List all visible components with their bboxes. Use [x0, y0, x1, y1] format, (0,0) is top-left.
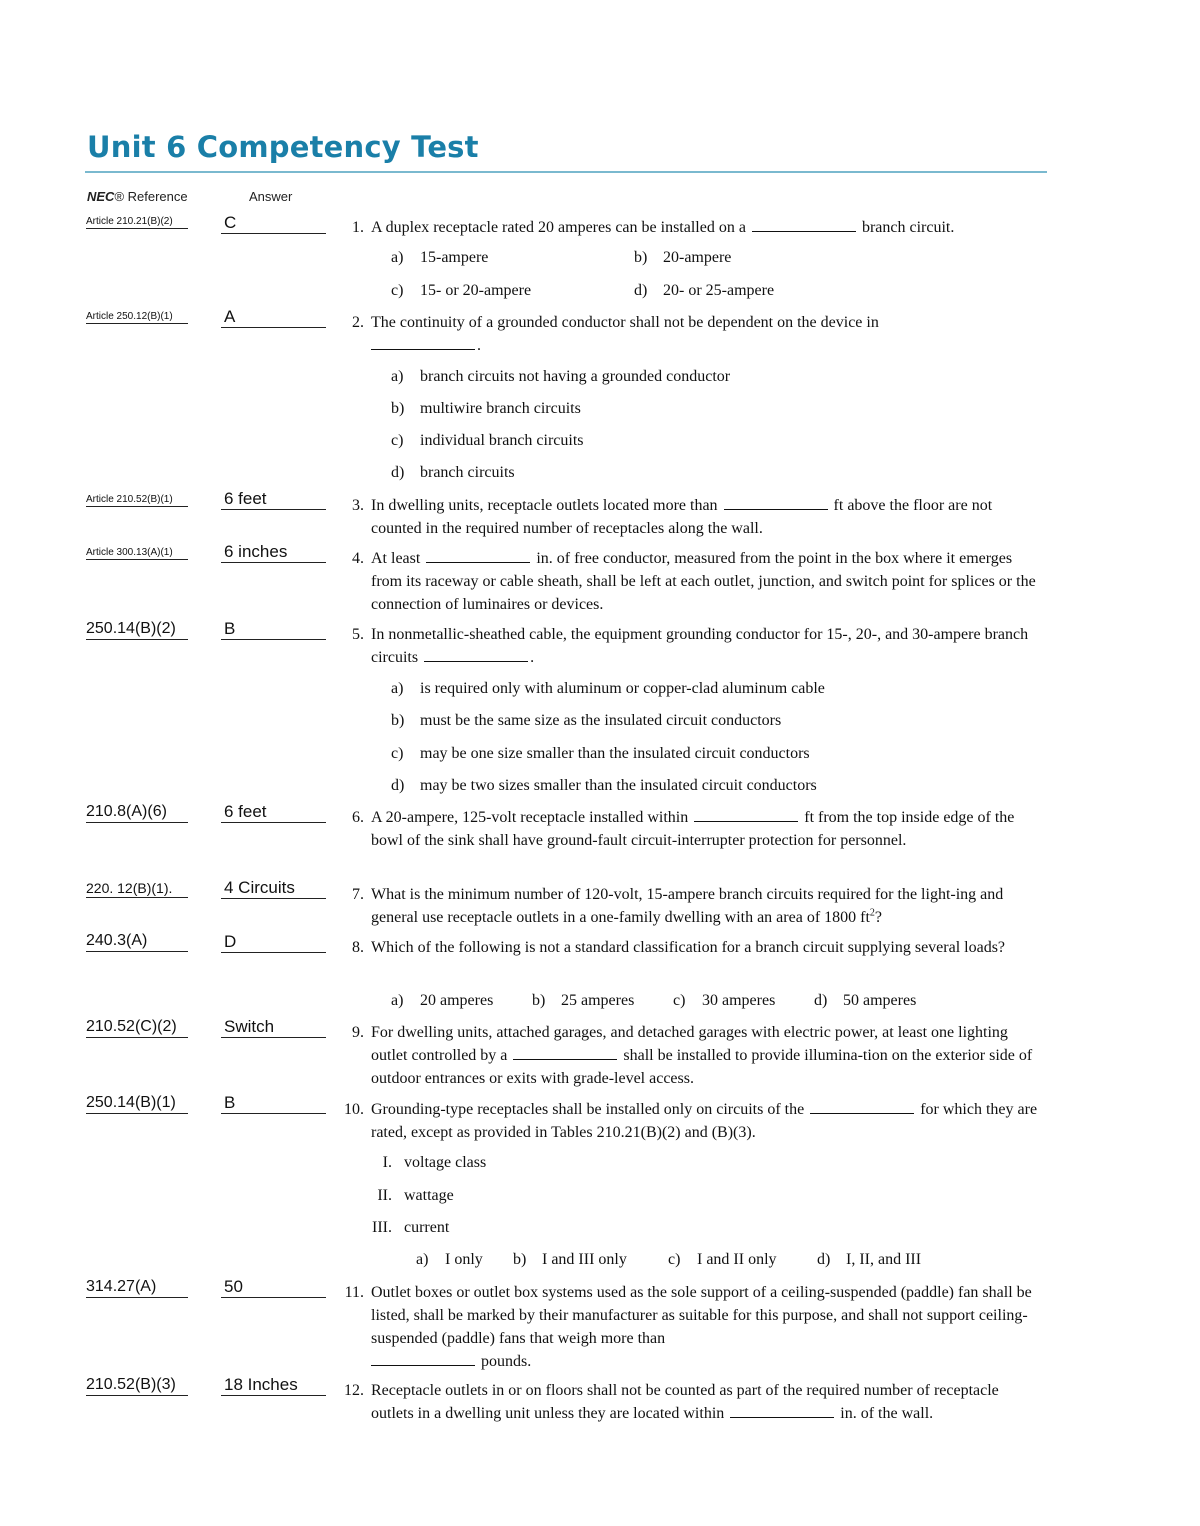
text-span	[371, 547, 1040, 616]
question	[340, 1021, 1040, 1090]
title-rule	[85, 171, 1047, 173]
option-label: a)	[416, 1251, 429, 1268]
roman-item	[362, 1154, 486, 1172]
answer-option	[817, 1251, 921, 1269]
reference-field: 210.8(A)(6)	[86, 803, 188, 823]
text-span	[371, 216, 1040, 239]
text-span: multiwire branch circuits	[420, 400, 581, 417]
answer-field[interactable]: A	[221, 307, 326, 328]
text-span: ft from the top inside edge of the bowl of the sink shall have ground-fault circuit-interrupter protection for personnel.	[371, 809, 1015, 849]
answer-blank	[426, 548, 530, 563]
text-span: .	[530, 649, 535, 666]
text-span: is required only with aluminum or copper-clad aluminum cable	[420, 680, 825, 697]
text-span: 30 amperes	[702, 992, 776, 1009]
question	[340, 547, 1040, 616]
question-number: 8.	[352, 939, 364, 956]
answer-option	[634, 249, 731, 267]
option-label: d)	[817, 1251, 831, 1268]
question-number: 3.	[352, 497, 364, 514]
answer-option	[391, 282, 531, 300]
answer-option	[391, 745, 810, 763]
text-span: Receptacle outlets in or on floors shall not be counted as part of the required number of receptacle outlets in a dwelling unit unless they are located within	[371, 1382, 999, 1422]
reference-field: 314.27(A)	[86, 1278, 188, 1298]
text-span: 20- or 25-ampere	[663, 282, 775, 299]
text-span: I and II only	[697, 1251, 777, 1268]
text-span: A duplex receptacle rated 20 amperes can be installed on a	[371, 219, 746, 236]
reference-field: 250.14(B)(1)	[86, 1094, 188, 1114]
answer-field[interactable]: 50	[221, 1277, 326, 1298]
answer-blank	[694, 807, 798, 822]
text-span: At least	[371, 550, 421, 567]
text-span: ?	[874, 909, 883, 926]
text-span: 15-ampere	[420, 249, 489, 266]
text-span: must be the same size as the insulated circuit conductors	[420, 712, 782, 729]
answer-option	[513, 1251, 627, 1269]
answer-option	[391, 464, 515, 482]
option-label: c)	[673, 992, 686, 1009]
roman-label: III.	[372, 1219, 392, 1236]
answer-option	[634, 282, 774, 300]
answer-option	[391, 712, 781, 730]
superscript: 2	[869, 907, 875, 919]
option-label: b)	[513, 1251, 527, 1268]
text-span	[371, 623, 1040, 669]
text-span: voltage class	[404, 1154, 487, 1171]
answer-option	[668, 1251, 777, 1269]
option-label: c)	[391, 282, 404, 299]
question	[340, 1379, 1040, 1425]
roman-item	[362, 1219, 449, 1237]
option-label: a)	[391, 368, 404, 385]
text-span: In dwelling units, receptacle outlets located more than	[371, 497, 718, 514]
question-number: 6.	[352, 809, 364, 826]
roman-label: I.	[382, 1154, 392, 1171]
answer-blank	[371, 335, 475, 350]
question-number: 9.	[352, 1024, 364, 1041]
text-span: .	[477, 337, 481, 354]
question-number: 11.	[344, 1284, 364, 1301]
text-span: individual branch circuits	[420, 432, 584, 449]
answer-field[interactable]: Switch	[221, 1017, 326, 1038]
answer-field[interactable]: 4 Circuits	[221, 878, 326, 899]
question-number: 1.	[352, 219, 364, 236]
answer-option	[391, 680, 825, 698]
text-span: 20-ampere	[663, 249, 732, 266]
reference-field: 210.52(C)(2)	[86, 1018, 188, 1038]
text-span: In nonmetallic-sheathed cable, the equipment grounding conductor for 15-, 20-, and 30-ampere branch circuits	[371, 626, 1029, 666]
text-span: in. of the wall.	[840, 1405, 934, 1422]
question	[340, 494, 1040, 540]
text-span: Outlet boxes or outlet box systems used as the sole support of a ceiling-suspended (paddle) fan shall be listed, shall be marked by their manufacturer as suitable for this purpose, and shall not support ceiling-suspended (paddle) fans that weigh more than	[371, 1284, 1032, 1347]
question-number: 2.	[352, 314, 364, 331]
answer-blank	[424, 647, 528, 662]
answer-blank	[730, 1403, 834, 1418]
reference-field: 210.52(B)(3)	[86, 1376, 188, 1396]
text-span: branch circuits	[420, 464, 515, 481]
text-span: may be two sizes smaller than the insulated circuit conductors	[420, 777, 817, 794]
text-span	[371, 1281, 1040, 1373]
answer-field[interactable]: 6 feet	[221, 802, 326, 823]
text-span: Grounding-type receptacles shall be installed only on circuits of the	[371, 1101, 805, 1118]
text-span	[371, 883, 1040, 929]
reference-field: Article 210.21(B)(2)	[86, 216, 188, 229]
option-label: a)	[391, 680, 404, 697]
text-span	[371, 1098, 1040, 1144]
text-span: branch circuits not having a grounded conductor	[420, 368, 731, 385]
answer-field[interactable]: 18 Inches	[221, 1375, 326, 1396]
text-span	[371, 311, 1040, 357]
question	[340, 311, 1040, 357]
text-span: current	[404, 1219, 450, 1236]
question	[340, 936, 1040, 959]
reference-field: Article 250.12(B)(1)	[86, 311, 188, 324]
text-span: What is the minimum number of 120-volt, 15-ampere branch circuits required for the light-ing and general use receptacle outlets in a one-family dwelling with an area of 1800 ft	[371, 886, 1004, 926]
option-label: a)	[391, 249, 404, 266]
text-span: 15- or 20-ampere	[420, 282, 532, 299]
answer-field[interactable]: 6 inches	[221, 542, 326, 563]
text-span: 20 amperes	[420, 992, 494, 1009]
text-span: I only	[445, 1251, 483, 1268]
option-label: b)	[391, 712, 405, 729]
question-number: 12.	[344, 1382, 364, 1399]
text-span: pounds.	[481, 1353, 532, 1370]
answer-option	[391, 992, 493, 1010]
question-number: 4.	[352, 550, 364, 567]
text-span: in. of free conductor, measured from the point in the box where it emerges from its raceway or cable sheath, shall be left at each outlet, junction, and switch point for splices or the connection of luminaires or devices.	[371, 550, 1036, 613]
answer-blank	[371, 1351, 475, 1366]
option-label: c)	[668, 1251, 681, 1268]
text-span: shall be installed to provide illumina-tion on the exterior side of outdoor entrances or exits with grade-level access.	[371, 1047, 1033, 1087]
reference-field: Article 210.52(B)(1)	[86, 494, 188, 507]
answer-blank	[513, 1045, 617, 1060]
answer-field[interactable]: D	[221, 932, 326, 953]
answer-option	[391, 777, 817, 795]
answer-field[interactable]: 6 feet	[221, 489, 326, 510]
text-span: ® Reference	[114, 189, 188, 204]
reference-field: Article 300.13(A)(1)	[86, 547, 188, 560]
text-span: Which of the following is not a standard classification for a branch circuit supplying several loads?	[371, 939, 1006, 956]
question	[340, 1098, 1040, 1144]
option-label: b)	[532, 992, 546, 1009]
answer-field[interactable]: B	[221, 1093, 326, 1114]
reference-field: 220. 12(B)(1).	[86, 880, 188, 898]
answer-field[interactable]: C	[221, 213, 326, 234]
text-span: may be one size smaller than the insulated circuit conductors	[420, 745, 810, 762]
answer-option	[814, 992, 916, 1010]
answer-blank	[810, 1099, 914, 1114]
answer-option	[673, 992, 775, 1010]
text-span	[371, 1021, 1040, 1090]
option-label: d)	[634, 282, 648, 299]
answer-option	[391, 249, 488, 267]
option-label: c)	[391, 432, 404, 449]
text-span: I, II, and III	[846, 1251, 922, 1268]
text-span: A 20-ampere, 125-volt receptacle installed within	[371, 809, 689, 826]
option-label: d)	[391, 777, 405, 794]
reference-field: 250.14(B)(2)	[86, 620, 188, 640]
nec-reference-header	[87, 189, 188, 204]
text-span: I and III only	[542, 1251, 627, 1268]
question-number: 7.	[352, 886, 364, 903]
option-label: a)	[391, 992, 404, 1009]
roman-label: II.	[377, 1187, 392, 1204]
answer-field[interactable]: B	[221, 619, 326, 640]
question-number: 10.	[344, 1101, 364, 1118]
option-label: b)	[391, 400, 405, 417]
answer-option	[391, 432, 584, 450]
text-span: wattage	[404, 1187, 454, 1204]
text-span: NEC	[87, 189, 115, 204]
text-span: ft above the floor are not counted in the required number of receptacles along the wall.	[371, 497, 993, 537]
option-label: b)	[634, 249, 648, 266]
question	[340, 806, 1040, 852]
question	[340, 1281, 1040, 1373]
question	[340, 883, 1040, 929]
option-label: c)	[391, 745, 404, 762]
option-label: d)	[391, 464, 405, 481]
page-title: Unit 6 Competency Test	[87, 130, 479, 164]
text-span	[371, 806, 1040, 852]
text-span: 50 amperes	[843, 992, 917, 1009]
answer-option	[391, 368, 730, 386]
answer-option	[532, 992, 634, 1010]
text-span: branch circuit.	[861, 219, 955, 236]
question	[340, 623, 1040, 669]
text-span	[371, 494, 1040, 540]
roman-item	[362, 1187, 454, 1205]
answer-header: Answer	[249, 189, 293, 204]
answer-option	[416, 1251, 483, 1269]
answer-blank	[724, 495, 828, 510]
answer-option	[391, 400, 581, 418]
text-span: For dwelling units, attached garages, and detached garages with electric power, at least one lighting outlet controlled by a	[371, 1024, 1008, 1064]
text-span: 25 amperes	[561, 992, 635, 1009]
reference-field: 240.3(A)	[86, 932, 188, 952]
text-span	[371, 1379, 1040, 1425]
text-span: for which they are rated, except as provided in Tables 210.21(B)(2) and (B)(3).	[371, 1101, 1038, 1141]
question	[340, 216, 1040, 239]
text-span: The continuity of a grounded conductor shall not be dependent on the device in	[371, 314, 879, 331]
option-label: d)	[814, 992, 828, 1009]
answer-blank	[752, 217, 856, 232]
question-number: 5.	[352, 626, 364, 643]
